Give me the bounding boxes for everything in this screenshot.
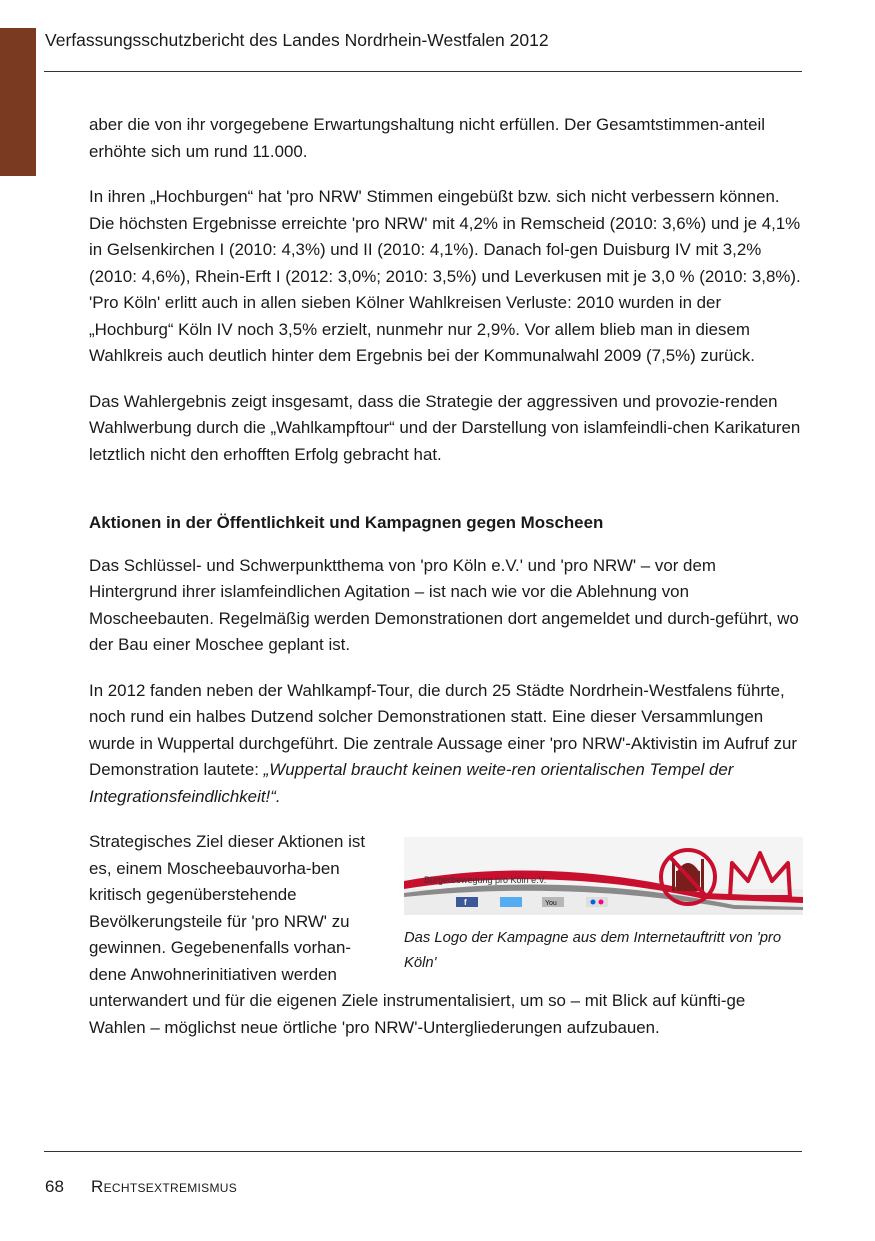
svg-text:f: f [464, 898, 467, 907]
facebook-icon [456, 897, 478, 907]
chapter-tab [0, 28, 36, 176]
paragraph-5-text: In 2012 fanden neben der Wahlkampf-Tour, die durch 25 Städte Nordrhein-Westfalens führte, noch rund ein halbes Dutzend solcher Demonstrationen statt. Eine dieser Versammlungen wurde in Wuppertal durchgeführt. Die zentrale Aussage einer 'pro NRW'-Aktivistin im Aufruf zur Demonstration lautete: [89, 680, 798, 779]
campaign-logo-image [404, 837, 803, 915]
main-content [89, 112, 803, 1060]
page-number: 68 [45, 1177, 64, 1196]
page-header-title: Verfassungsschutzbericht des Landes Nordrhein-Westfalen 2012 [45, 30, 549, 50]
banner-text: Bürgerbewegung pro Köln e.V. [424, 875, 547, 885]
figure-caption: Das Logo der Kampagne aus dem Internetauftritt von 'pro Köln' [404, 930, 782, 971]
youtube-icon [542, 897, 564, 907]
svg-text:You: You [545, 900, 557, 907]
paragraph-1: aber die von ihr vorgegebene Erwartungshaltung nicht erfüllen. Der Gesamtstimmen-anteil erhöhte sich um rund 11.000. [89, 115, 765, 161]
section-name: Rechtsextremismus [91, 1177, 238, 1196]
paragraph-4: Das Schlüssel- und Schwerpunktthema von 'pro Köln e.V.' und 'pro NRW' – vor dem Hintergrund ihrer islamfeindlichen Agitation – ist nach wie vor die Ablehnung von Moscheebauten. Regelmäßig werden Demonstrationen dort angemeldet und durch-geführt, wo der Bau einer Moschee geplant ist. [89, 555, 799, 654]
paragraph-3: Das Wahlergebnis zeigt insgesamt, dass die Strategie der aggressiven und provozie-renden Wahlwerbung durch die „Wahlkampftour“ und der Darstellung von islamfeindli-chen Karikaturen letztlich nicht den erhofften Erfolg gebracht hat. [89, 391, 801, 464]
header-divider [44, 71, 802, 72]
paragraph-6: Strategisches Ziel dieser Aktionen ist es, einem Moscheebauvorha-ben kritisch gegenüberstehende Bevölkerungsteile für 'pro NRW' zu gewinnen. Gegebenenfalls vorhan-dene Anwohnerinitiativen werden unterwandert und für die eigenen Ziele instrumentalisiert, um so – mit Blick auf künfti-ge Wahlen – möglichst neue örtliche 'pro NRW'-Untergliederungen aufzubauen. [89, 832, 746, 1037]
section-heading: Aktionen in der Öffentlichkeit und Kampagnen gegen Moscheen [89, 513, 604, 532]
paragraph-5 [89, 678, 803, 811]
footer-divider [44, 1151, 802, 1152]
twitter-icon [500, 897, 522, 907]
flickr-icon [586, 897, 608, 907]
paragraph-2: In ihren „Hochburgen“ hat 'pro NRW' Stimmen eingebüßt bzw. sich nicht verbessern können. Die höchsten Ergebnisse erreichte 'pro NRW' mit 4,2% in Remscheid (2010: 3,6%) und je 4,1% in Gelsenkirchen I (2010: 4,3%) und II (2010: 4,1%). Danach fol-gen Duisburg IV mit 3,2% (2010: 4,6%), Rhein-Erft I (2012: 3,0%; 2010: 3,5%) und Leverkusen mit je 3,0 % (2010: 3,8%). 'Pro Köln' erlitt auch in allen sieben Kölner Wahlkreisen Verluste: 2010 wurden in der „Hochburg“ Köln IV noch 3,5% erzielt, nunmehr nur 2,9%. Vor allem blieb man in diesem Wahlkreis auch deutlich hinter dem Ergebnis bei der Kommunalwahl 2009 (7,5%) zurück. [89, 187, 801, 365]
campaign-figure [404, 837, 803, 976]
quote: „Wuppertal braucht keinen weite-ren orientalischen Tempel der Integrationsfeindlichkeit!“. [89, 760, 734, 806]
